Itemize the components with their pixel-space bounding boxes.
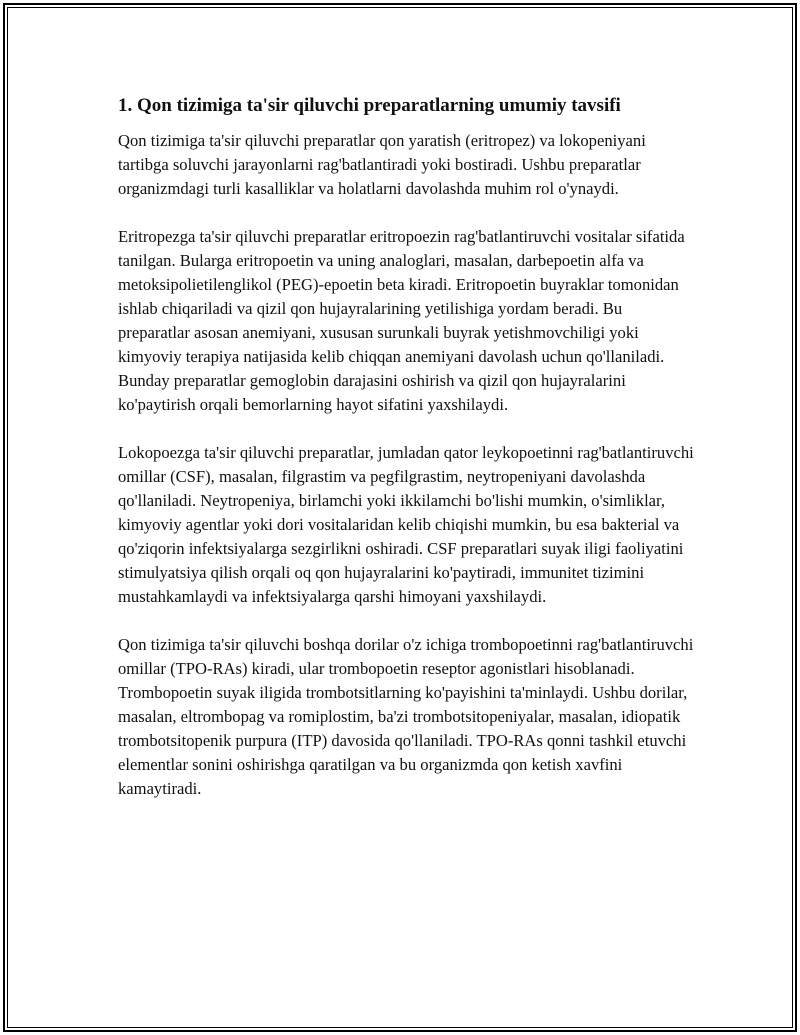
paragraph-erythropoiesis: Eritropezga ta'sir qiluvchi preparatlar eritropoezin rag'batlantiruvchi vositalar sifatida tanilgan. Bularga eritropoetin va uning analoglari, masalan, darbepoetin alfa va metoksipolietilenglikol (PEG)-epoetin beta kiradi. Eritropoetin buyraklar tomonidan ishlab chiqariladi va qizil qon hujayralarining yetilishiga yordam beradi. Bu preparatlar asosan anemiyani, xususan surunkali buyrak yetishmovchiligi yoki kimyoviy terapiya natijasida kelib chiqqan anemiyani davolash uchun qo'llaniladi. Bunday preparatlar gemoglobin darajasini oshirish va qizil qon hujayralarini ko'paytirish orqali bemorlarning hayot sifatini yaxshilaydi.: [118, 227, 685, 414]
document-body: [118, 93, 698, 825]
section-heading: 1. Qon tizimiga ta'sir qiluvchi preparatlarning umumiy tavsifi: [118, 95, 621, 116]
paragraph-thrombopoiesis: Qon tizimiga ta'sir qiluvchi boshqa dorilar o'z ichiga trombopoetinni rag'batlantiruvchi omillar (TPO-RAs) kiradi, ular trombopoetin reseptor agonistlari hisoblanadi. Trombopoetin suyak iligida trombotsitlarning ko'payishini ta'minlaydi. Ushbu dorilar, masalan, eltrombopag va romiplostim, ba'zi trombotsitopeniyalar, masalan, idiopatik trombotsitopenik purpura (ITP) davosida qo'llaniladi. TPO-RAs qonni tashkil etuvchi elementlar sonini oshirishga qaratilgan va bu organizmda qon ketish xavfini kamaytiradi.: [118, 635, 694, 798]
paragraph-intro: Qon tizimiga ta'sir qiluvchi preparatlar qon yaratish (eritropez) va lokopeniyani tartibga soluvchi jarayonlarni rag'batlantiradi yoki bostiradi. Ushbu preparatlar organizmdagi turli kasalliklar va holatlarni davolashda muhim rol o'ynaydi.: [118, 131, 646, 198]
paragraph-leukopoiesis: Lokopoezga ta'sir qiluvchi preparatlar, jumladan qator leykopoetinni rag'batlantiruvchi omillar (CSF), masalan, filgrastim va pegfilgrastim, neytropeniyani davolashda qo'llaniladi. Neytropeniya, birlamchi yoki ikkilamchi bo'lishi mumkin, o'simliklar, kimyoviy agentlar yoki dori vositalaridan kelib chiqishi mumkin, bu esa bakterial va qo'ziqorin infektsiyalarga sezgirlikni oshiradi. CSF preparatlari suyak iligi faoliyatini stimulyatsiya qilish orqali oq qon hujayralarini ko'paytiradi, immunitet tizimini mustahkamlaydi va infektsiyalarga qarshi himoyani yaxshilaydi.: [118, 443, 694, 606]
